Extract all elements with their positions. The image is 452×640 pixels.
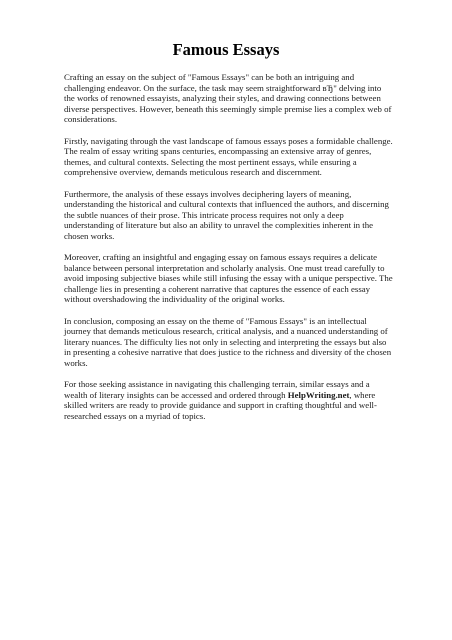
assistance-text-before: For those seeking assistance in navigating this challenging terrain, similar essays and a wealth of literary insights can be accessed and ordered through <box>64 379 370 400</box>
paragraph-firstly: Firstly, navigating through the vast landscape of famous essays poses a formidable challenge. The realm of essay writing spans centuries, encompassing an extensive array of genres, themes, and cultural contexts. Selecting the most pertinent essays, while ensuring a comprehensive overview, demands meticulous research and discernment. <box>64 135 393 178</box>
helpwriting-link-text: HelpWriting.net <box>287 389 350 400</box>
document-body <box>64 72 394 432</box>
paragraph-intro: Crafting an essay on the subject of "Famous Essays" can be both an intriguing and challenging endeavor. On the surface, the task may seem straightforward вЂ" delving into the works of renowned essayists, analyzing their styles, and drawing connections between diverse perspectives. However, beneath this seemingly simple premise lies a complex web of considerations. <box>64 72 392 125</box>
paragraph-conclusion: In conclusion, composing an essay on the theme of "Famous Essays" is an intellectual journey that demands meticulous research, critical analysis, and a nuanced understanding of literary nuances. The difficulty lies not only in selecting and interpreting the essays but also in presenting a cohesive narrative that does justice to the richness and diversity of the chosen works. <box>64 315 392 369</box>
paragraph-moreover: Moreover, crafting an insightful and engaging essay on famous essays requires a delicate balance between personal interpretation and scholarly analysis. One must tread carefully to avoid imposing subjective biases while still infusing the essay with a unique perspective. The challenge lies in presenting a coherent narrative that captures the essence of each essay without overshadowing the individuality of the original works. <box>64 252 393 305</box>
assistance-text-after: , where skilled writers are ready to provide guidance and support in crafting thoughtful and well-researched essays on a myriad of topics. <box>64 389 377 421</box>
paragraph-furthermore: Furthermore, the analysis of these essays involves deciphering layers of meaning, understanding the historical and cultural contexts that influenced the authors, and discerning the subtle nuances of their prose. This intricate process requires not only a deep understanding of literature but also an ability to unravel the complexities inherent in the chosen works. <box>64 188 389 241</box>
paragraph-assistance <box>64 379 394 421</box>
page-title: Famous Essays <box>172 40 280 59</box>
